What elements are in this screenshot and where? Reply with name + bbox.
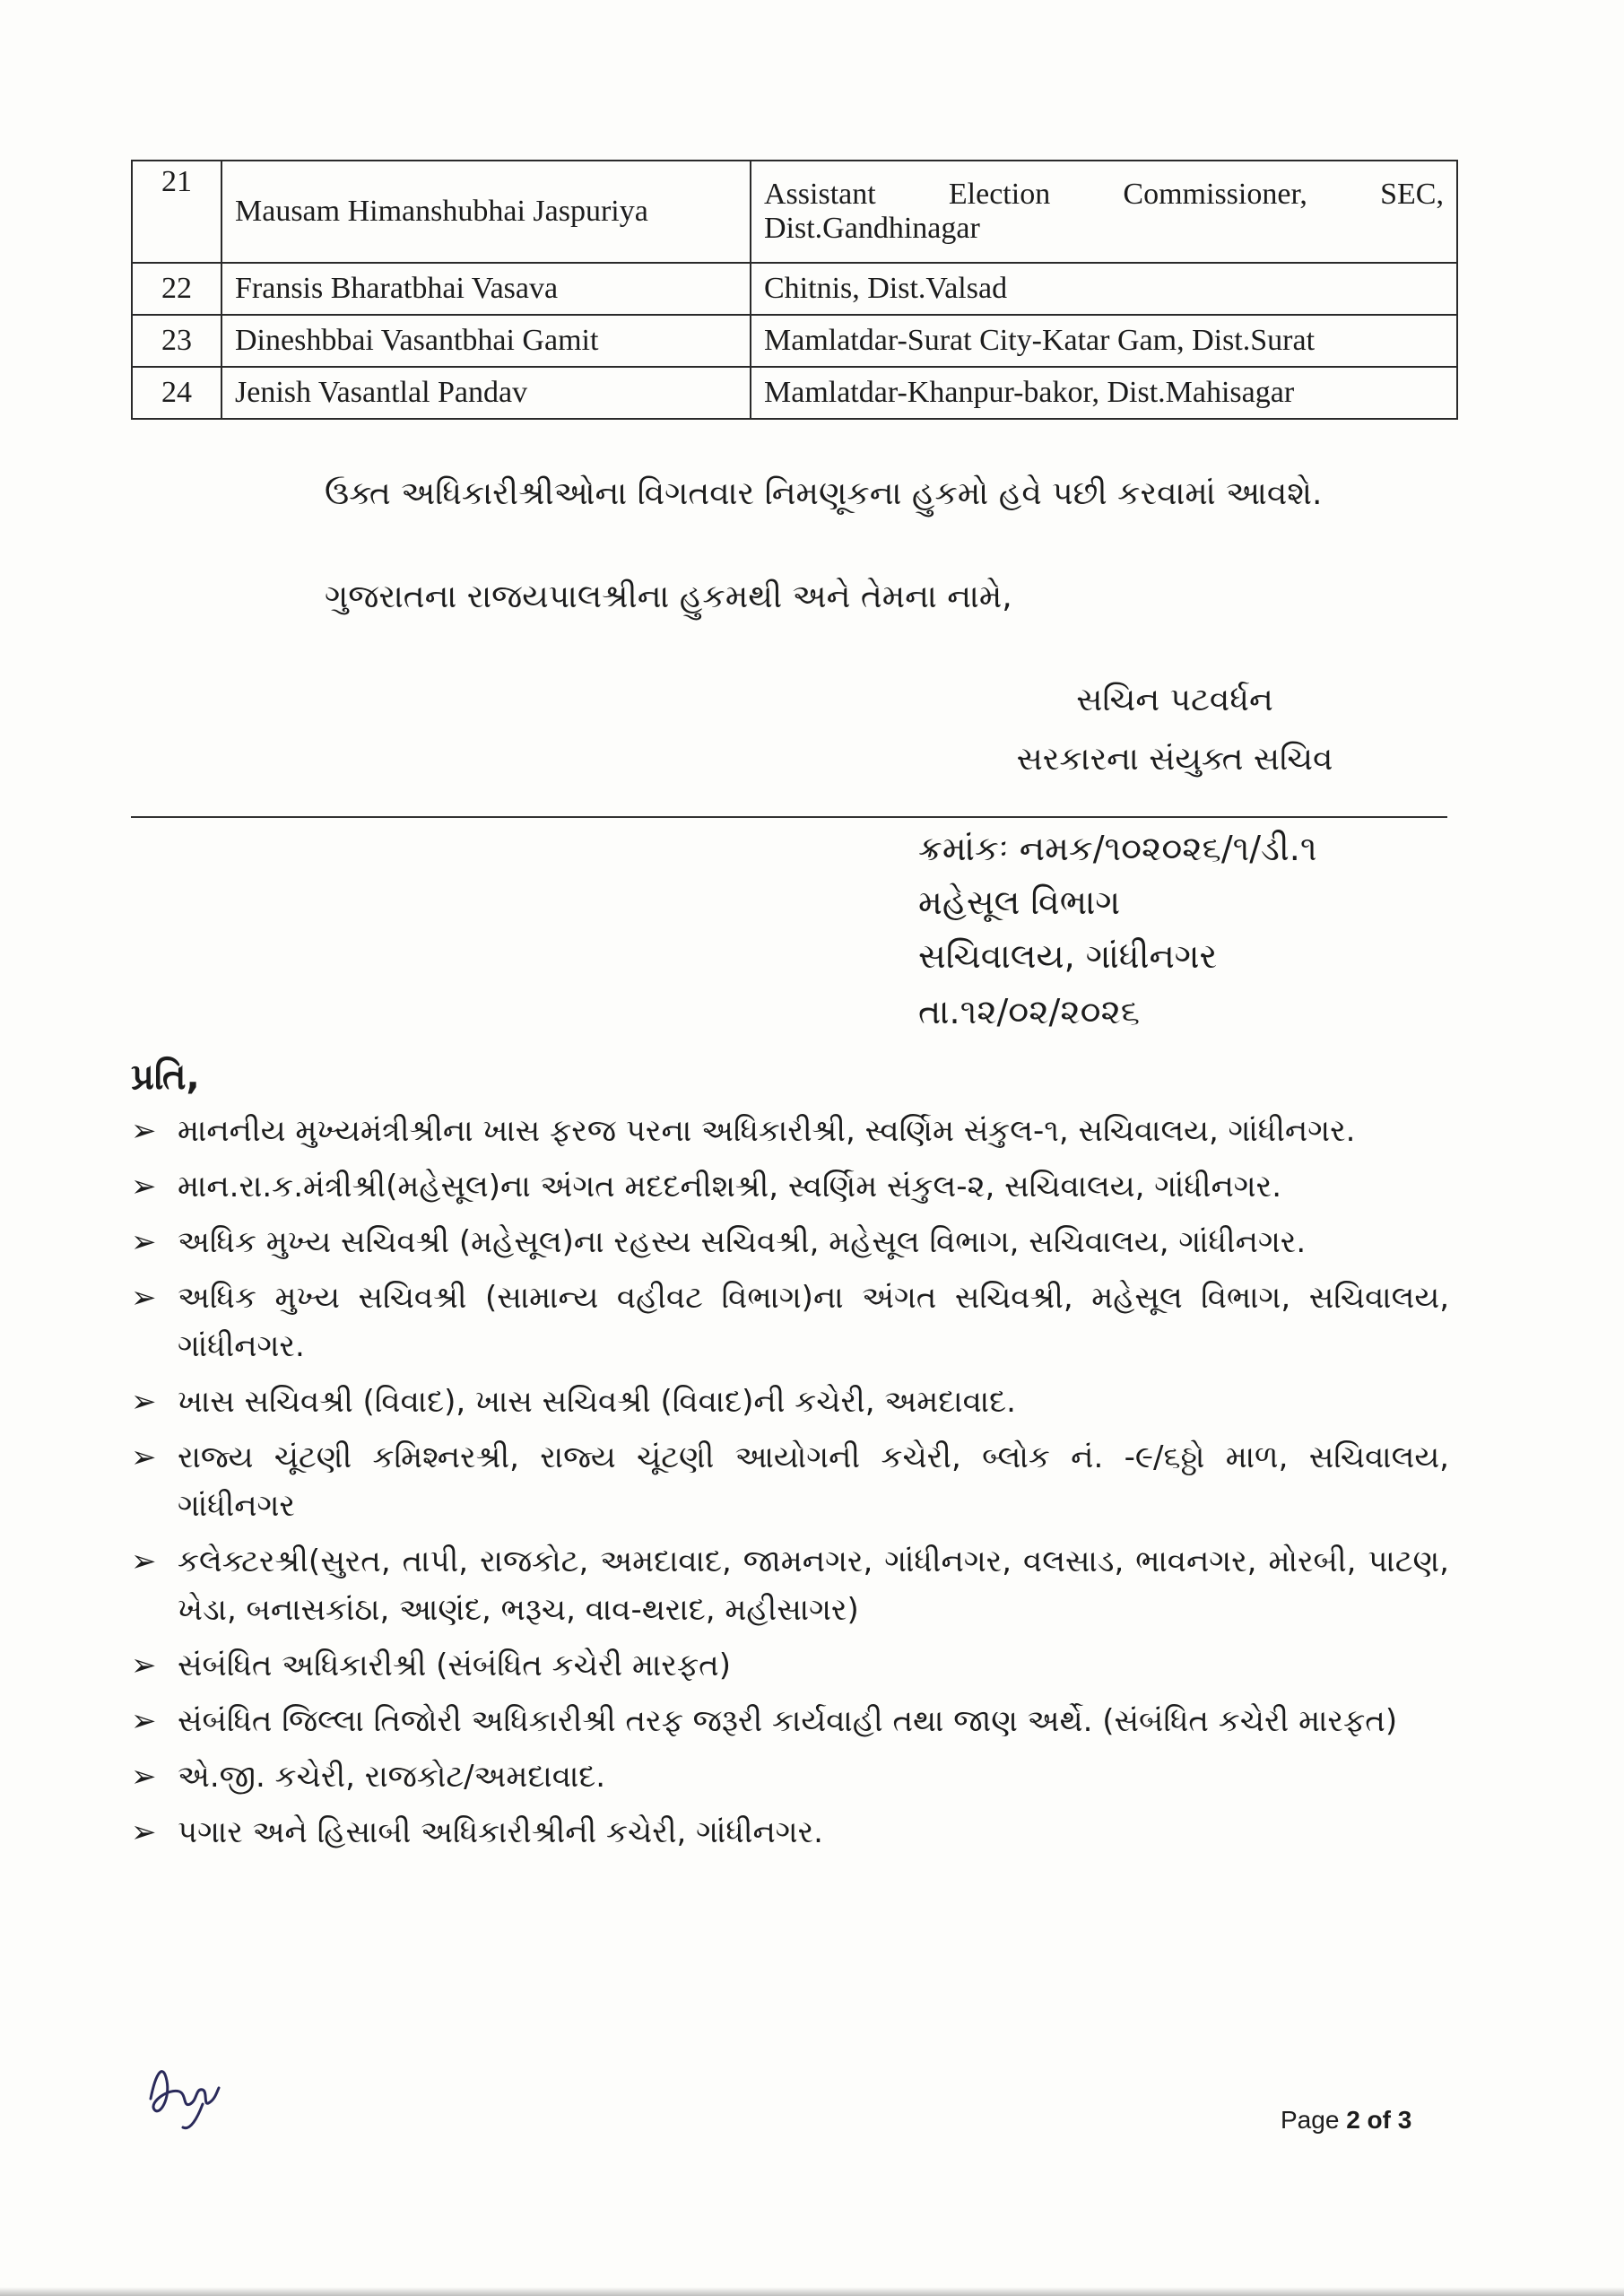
recipient-text: સંબંધિત જિલ્લા તિજોરી અધિકારીશ્રી તરફ જરૂરી કાર્યવાહી તથા જાણ અર્થે. (સંબંધિત કચેરી મારફત) [178, 1703, 1398, 1739]
officers-table [131, 160, 1458, 420]
serial-number: 24 [132, 367, 221, 419]
signatory-name: સચિન પટવર્ધન [1076, 682, 1273, 718]
arrow-bullet-icon: ➢ [131, 1759, 157, 1795]
officer-name: Jenish Vasantlal Pandav [221, 367, 751, 419]
officer-name: Fransis Bharatbhai Vasava [221, 263, 751, 315]
post-line-1: Assistant Election Commissioner, SEC, [764, 178, 1444, 211]
department-name: મહેસૂલ વિભાગ [918, 883, 1121, 922]
officer-post: Chitnis, Dist.Valsad [751, 263, 1457, 315]
list-item [131, 1537, 1449, 1634]
officer-post: Mamlatdar-Khanpur-bakor, Dist.Mahisagar [751, 367, 1457, 419]
arrow-bullet-icon: ➢ [131, 1169, 157, 1205]
list-item [131, 1808, 1449, 1857]
recipient-text: અધિક મુખ્ય સચિવશ્રી (સામાન્ય વહીવટ વિભાગ)ના અંગત સચિવશ્રી, મહેસૂલ વિભાગ, સચિવાલય, ગાંધીનગર. [178, 1280, 1449, 1364]
officer-post [751, 161, 1457, 263]
list-item [131, 1274, 1449, 1370]
recipient-text: માન.રા.ક.મંત્રીશ્રી(મહેસૂલ)ના અંગત મદદનીશશ્રી, સ્વર્ણિમ સંકુલ-૨, સચિવાલય, ગાંધીનગર. [178, 1169, 1282, 1205]
serial-number: 23 [132, 315, 221, 367]
officer-name: Mausam Himanshubhai Jaspuriya [221, 161, 751, 263]
reference-number: ક્રમાંકઃ નમક/૧૦૨૦૨૬/૧/ડી.૧ [918, 829, 1317, 868]
signatory-designation: સરકારના સંયુક્ત સચિવ [1016, 741, 1333, 778]
recipient-text: સંબંધિત અધિકારીશ્રી (સંબંધિત કચેરી મારફત) [178, 1648, 731, 1683]
arrow-bullet-icon: ➢ [131, 1280, 157, 1316]
officer-post: Mamlatdar-Surat City-Katar Gam, Dist.Surat [751, 315, 1457, 367]
document-date: તા.૧૨/૦૨/૨૦૨૬ [918, 992, 1141, 1031]
list-item [131, 1641, 1449, 1690]
recipient-text: રાજ્ય ચૂંટણી કમિશ્નરશ્રી, રાજ્ય ચૂંટણી આયોગની કચેરી, બ્લોક નં. -૯/૬ઠ્ઠો માળ, સચિવાલય, ગાંધીનગર [178, 1439, 1449, 1524]
recipient-text: અધિક મુખ્ય સચિવશ્રી (મહેસૂલ)ના રહસ્ય સચિવશ્રી, મહેસૂલ વિભાગ, સચિવાલય, ગાંધીનગર. [178, 1224, 1307, 1260]
scan-edge-shadow [0, 2287, 1624, 2296]
arrow-bullet-icon: ➢ [131, 1224, 157, 1260]
table-row [132, 161, 1457, 263]
appointment-note: ઉક્ત અધિકારીશ્રીઓના વિગતવાર નિમણૂકના હુકમો હવે પછી કરવામાં આવશે. [325, 475, 1323, 512]
recipient-text: માનનીય મુખ્યમંત્રીશ્રીના ખાસ ફરજ પરના અધિકારીશ્રી, સ્વર્ણિમ સંકુલ-૧, સચિવાલય, ગાંધીનગર. [178, 1113, 1356, 1149]
list-item [131, 1218, 1449, 1266]
list-item [131, 1752, 1449, 1801]
list-item [131, 1697, 1449, 1745]
arrow-bullet-icon: ➢ [131, 1703, 157, 1739]
distribution-list [131, 1107, 1449, 1864]
recipient-text: એ.જી. કચેરી, રાજકોટ/અમદાવાદ. [178, 1759, 606, 1795]
handwritten-signature [143, 2045, 224, 2135]
table-row [132, 315, 1457, 367]
divider [131, 816, 1447, 818]
arrow-bullet-icon: ➢ [131, 1384, 157, 1420]
recipient-text: પગાર અને હિસાબી અધિકારીશ્રીની કચેરી, ગાંધીનગર. [178, 1814, 823, 1850]
arrow-bullet-icon: ➢ [131, 1439, 157, 1475]
page-number: Page 2 of 3 [1281, 2106, 1412, 2134]
table-row [132, 367, 1457, 419]
list-item [131, 1107, 1449, 1155]
table-row [132, 263, 1457, 315]
list-item [131, 1162, 1449, 1211]
arrow-bullet-icon: ➢ [131, 1113, 157, 1149]
governor-order-line: ગુજરાતના રાજયપાલશ્રીના હુકમથી અને તેમના નામે, [325, 578, 1012, 615]
recipient-text: ખાસ સચિવશ્રી (વિવાદ), ખાસ સચિવશ્રી (વિવાદ)ની કચેરી, અમદાવાદ. [178, 1384, 1016, 1420]
arrow-bullet-icon: ➢ [131, 1648, 157, 1683]
recipient-text: કલેક્ટરશ્રી(સુરત, તાપી, રાજકોટ, અમદાવાદ, જામનગર, ગાંધીનગર, વલસાડ, ભાવનગર, મોરબી, પાટણ, ખેડા, બનાસકાંઠા, આણંદ, ભરૂચ, વાવ-થરાદ, મહીસાગર) [178, 1544, 1449, 1628]
to-label: પ્રતિ, [131, 1057, 200, 1098]
post-line-2: Dist.Gandhinagar [764, 212, 980, 245]
serial-number: 22 [132, 263, 221, 315]
serial-number: 21 [132, 161, 221, 263]
office-address: સચિવાલય, ગાંધીનગર [918, 936, 1218, 976]
list-item [131, 1378, 1449, 1426]
arrow-bullet-icon: ➢ [131, 1544, 157, 1579]
officer-name: Dineshbbai Vasantbhai Gamit [221, 315, 751, 367]
list-item [131, 1433, 1449, 1530]
arrow-bullet-icon: ➢ [131, 1814, 157, 1850]
